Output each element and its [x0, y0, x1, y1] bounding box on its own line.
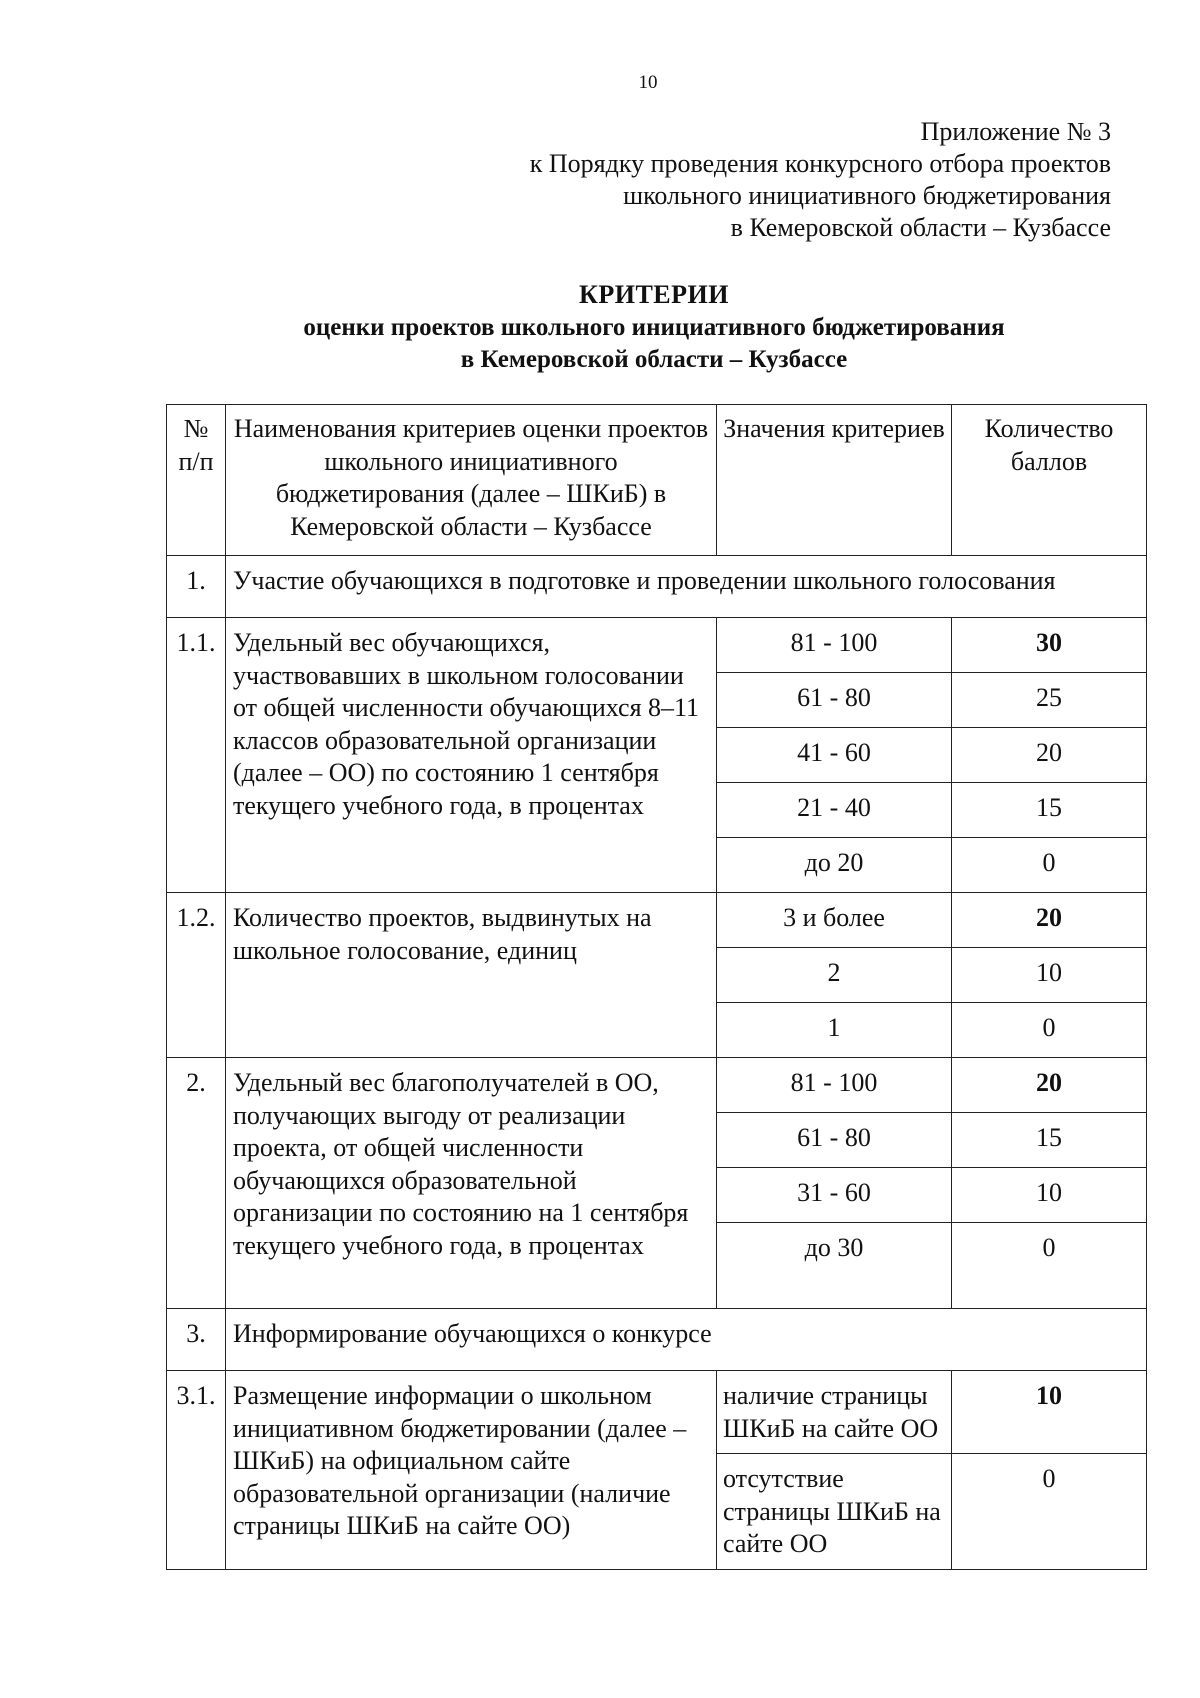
appendix-line: к Порядку проведения конкурсного отбора проектов [529, 149, 1111, 178]
table-row [167, 1058, 1147, 1113]
header-values: Значения критериев [717, 405, 952, 556]
section-title: Участие обучающихся в подготовке и проведении школьного голосования [226, 556, 1147, 618]
criterion-points: 15 [952, 1113, 1147, 1168]
criterion-value: 61 - 80 [717, 673, 952, 728]
appendix-header [530, 116, 1111, 244]
title-line: оценки проектов школьного инициативного бюджетирования [303, 314, 1005, 341]
table-row [167, 618, 1147, 673]
criterion-value: 81 - 100 [717, 1058, 952, 1113]
criterion-points: 25 [952, 673, 1147, 728]
criterion-name: Размещение информации о школьном инициативном бюджетировании (далее – ШКиБ) на официальном сайте образовательной организации (наличие страницы ШКиБ на сайте ОО) [226, 1371, 717, 1570]
page-number: 10 [638, 72, 658, 93]
row-number: 3. [167, 1309, 226, 1371]
criterion-points: 0 [952, 1454, 1147, 1570]
criterion-points: 0 [952, 1003, 1147, 1058]
criterion-value: до 20 [717, 838, 952, 893]
criterion-points: 15 [952, 783, 1147, 838]
criterion-value: 21 - 40 [717, 783, 952, 838]
header-points: Количество баллов [952, 405, 1147, 556]
header-num: № п/п [167, 405, 226, 556]
criterion-points: 20 [952, 728, 1147, 783]
table-row [167, 893, 1147, 948]
criterion-value: 61 - 80 [717, 1113, 952, 1168]
row-number: 3.1. [167, 1371, 226, 1570]
criterion-name: Удельный вес благополучателей в ОО, получающих выгоду от реализации проекта, от общей численности обучающихся образовательной организации по состоянию на 1 сентября текущего учебного года, в процентах [226, 1058, 717, 1309]
criterion-points: 0 [952, 838, 1147, 893]
criterion-value: 81 - 100 [717, 618, 952, 673]
criterion-points: 10 [952, 948, 1147, 1003]
section-row [167, 1309, 1147, 1371]
criterion-value: 1 [717, 1003, 952, 1058]
row-number: 1.2. [167, 893, 226, 1058]
section-row [167, 556, 1147, 618]
criterion-value: 2 [717, 948, 952, 1003]
row-number: 1.1. [167, 618, 226, 893]
criterion-name: Количество проектов, выдвинутых на школьное голосование, единиц [226, 893, 717, 1058]
criterion-value: 41 - 60 [717, 728, 952, 783]
criterion-value: отсутствие страницы ШКиБ на сайте ОО [717, 1454, 952, 1570]
title-line: в Кемеровской области – Кузбассе [460, 346, 848, 373]
criterion-points: 20 [952, 893, 1147, 948]
row-number: 2. [167, 1058, 226, 1309]
criterion-points: 30 [952, 618, 1147, 673]
criterion-points: 10 [952, 1371, 1147, 1454]
appendix-line: в Кемеровской области – Кузбассе [730, 213, 1111, 242]
criteria-table [166, 404, 1147, 1570]
title-main: КРИТЕРИИ [579, 280, 729, 309]
table-row [167, 1371, 1147, 1454]
document-title [160, 278, 1148, 376]
appendix-line: Приложение № 3 [920, 117, 1111, 146]
header-row [167, 405, 1147, 556]
criterion-points: 0 [952, 1223, 1147, 1309]
criterion-points: 20 [952, 1058, 1147, 1113]
appendix-line: школьного инициативного бюджетирования [623, 181, 1111, 210]
row-number: 1. [167, 556, 226, 618]
criterion-points: 10 [952, 1168, 1147, 1223]
criterion-value: 3 и более [717, 893, 952, 948]
criterion-value: до 30 [717, 1223, 952, 1309]
header-name: Наименования критериев оценки проектов школьного инициативного бюджетирования (далее – ШКиБ) в Кемеровской области – Кузбассе [226, 405, 717, 556]
criterion-value: наличие страницы ШКиБ на сайте ОО [717, 1371, 952, 1454]
criterion-value: 31 - 60 [717, 1168, 952, 1223]
criterion-name: Удельный вес обучающихся, участвовавших в школьном голосовании от общей численности обучающихся 8–11 классов образовательной организации (далее – ОО) по состоянию 1 сентября текущего учебного года, в процентах [226, 618, 717, 893]
section-title: Информирование обучающихся о конкурсе [226, 1309, 1147, 1371]
